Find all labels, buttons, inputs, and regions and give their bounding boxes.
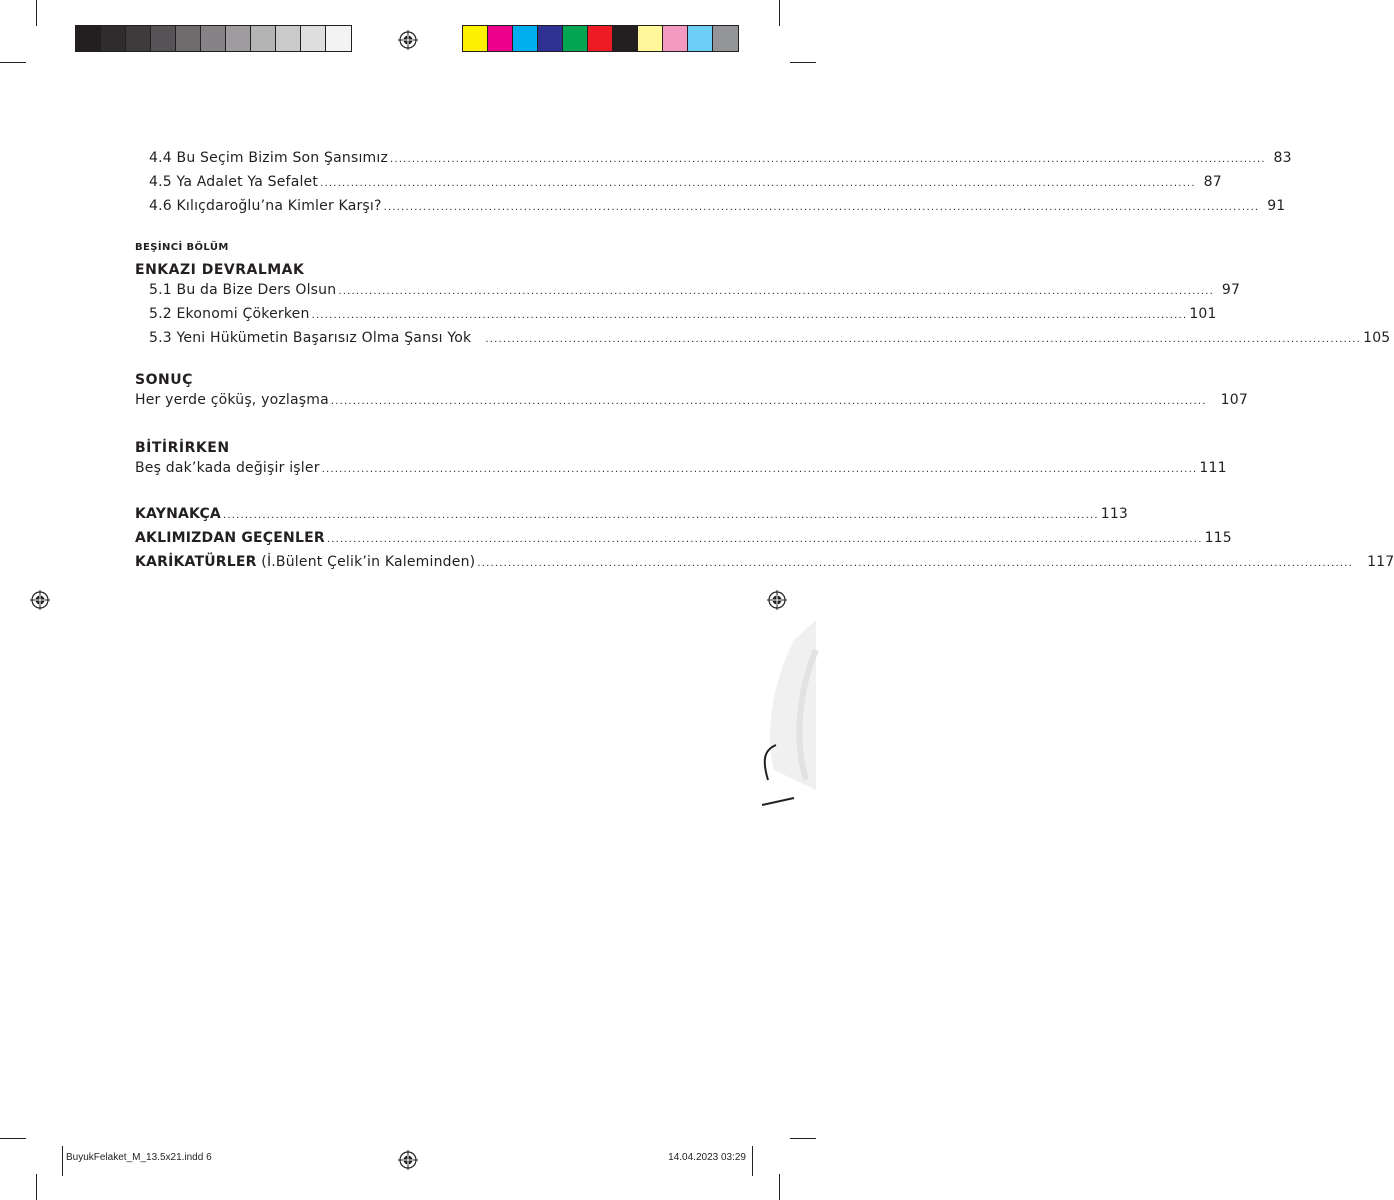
color-swatch — [563, 26, 588, 51]
section-title-sonuc: SONUÇ — [135, 372, 193, 388]
color-swatch — [613, 26, 638, 51]
toc-entry[interactable] — [135, 306, 1217, 330]
toc-page-number: 97 — [1221, 282, 1241, 298]
crop-mark — [790, 62, 816, 63]
crop-mark — [36, 0, 37, 26]
gray-swatch-bar — [75, 25, 352, 52]
color-swatch — [663, 26, 688, 51]
color-swatch — [513, 26, 538, 51]
toc-entry-title: Her yerde çöküş, yozlaşma — [135, 392, 329, 408]
color-swatch — [101, 26, 126, 51]
toc-entry[interactable] — [135, 392, 1248, 416]
dot-leader: ........................................................................................................................................................................................................ — [338, 286, 1215, 297]
dot-leader: ........................................................................................................................................................................................................ — [222, 510, 1099, 521]
toc-page-number: 91 — [1267, 198, 1286, 214]
toc-entry-title: 5.2 Ekonomi Çökerken — [149, 306, 310, 322]
crop-mark — [0, 1138, 26, 1139]
toc-entry[interactable] — [135, 460, 1227, 484]
slug-filename: BuyukFelaket_M_13.5x21.indd 6 — [66, 1152, 212, 1163]
chapter-label: BEŞİNCİ BÖLÜM — [135, 242, 229, 253]
toc-page-number: 111 — [1199, 460, 1227, 476]
crop-mark — [779, 1174, 780, 1200]
crop-mark — [779, 0, 780, 26]
dot-leader: ........................................................................................................................................................................................................ — [485, 334, 1362, 345]
toc-entry-title: AKLIMIZDAN GEÇENLER — [135, 530, 325, 546]
toc-entry[interactable] — [135, 530, 1232, 554]
toc-page-number: 117 — [1367, 554, 1394, 570]
color-swatch — [538, 26, 563, 51]
color-swatch — [126, 26, 151, 51]
toc-entry[interactable] — [135, 174, 1222, 198]
color-swatch — [276, 26, 301, 51]
color-swatch-bar — [462, 25, 739, 52]
dot-leader: ........................................................................................................................................................................................................ — [321, 464, 1198, 475]
dot-leader: ........................................................................................................................................................................................................ — [320, 178, 1196, 189]
registration-mark-icon — [398, 1150, 418, 1170]
dot-leader: ........................................................................................................................................................................................................ — [477, 558, 1354, 569]
toc-page-number: 87 — [1203, 174, 1222, 190]
toc-entry-title: 4.5 Ya Adalet Ya Sefalet — [149, 174, 319, 190]
color-swatch — [226, 26, 251, 51]
dot-leader: ........................................................................................................................................................................................................ — [311, 310, 1188, 321]
color-swatch — [176, 26, 201, 51]
color-swatch — [251, 26, 276, 51]
dot-leader: ........................................................................................................................................................................................................ — [390, 154, 1266, 165]
dot-leader: ........................................................................................................................................................................................................ — [383, 202, 1260, 213]
color-swatch — [151, 26, 176, 51]
toc-entry-title-main: KARİKATÜRLER — [135, 554, 257, 570]
toc-entry-title: KAYNAKÇA — [135, 506, 221, 522]
color-swatch — [76, 26, 101, 51]
toc-page-number: 115 — [1204, 530, 1232, 546]
toc-page-number: 101 — [1189, 306, 1217, 322]
toc-page-number: 113 — [1100, 506, 1129, 522]
color-swatch — [326, 26, 351, 51]
toc-page-number: 105 — [1363, 330, 1391, 346]
toc-entry-title: Beş dak’kada değişir işler — [135, 460, 320, 476]
toc-entry[interactable] — [135, 150, 1292, 174]
toc-entry-title — [135, 554, 475, 570]
crop-mark — [790, 1138, 816, 1139]
dot-leader: ........................................................................................................................................................................................................ — [330, 396, 1207, 407]
toc-entry-title: 4.4 Bu Seçim Bizim Son Şansımız — [149, 150, 389, 166]
toc-entry[interactable] — [135, 282, 1241, 306]
registration-mark-icon — [30, 590, 50, 610]
chapter-title: ENKAZI DEVRALMAK — [135, 262, 305, 278]
bleed-artwork-fragment — [754, 620, 816, 810]
toc-entry[interactable] — [135, 198, 1286, 222]
toc-entry-title: 5.3 Yeni Hükümetin Başarısız Olma Şansı Yok — [149, 330, 472, 346]
color-swatch — [488, 26, 513, 51]
color-swatch — [638, 26, 663, 51]
toc-entry[interactable] — [135, 554, 1394, 578]
registration-mark-icon — [767, 590, 787, 610]
dot-leader: ........................................................................................................................................................................................................ — [326, 534, 1203, 545]
color-swatch — [713, 26, 738, 51]
toc-page-number: 107 — [1220, 392, 1248, 408]
section-title-bitirirken: BİTİRİRKEN — [135, 440, 230, 456]
toc-page-number: 83 — [1273, 150, 1292, 166]
slug-divider — [62, 1146, 63, 1176]
toc-entry-title: 5.1 Bu da Bize Ders Olsun — [149, 282, 337, 298]
color-swatch — [301, 26, 326, 51]
color-swatch — [201, 26, 226, 51]
slug-divider — [752, 1146, 753, 1176]
crop-mark — [36, 1174, 37, 1200]
toc-entry[interactable] — [135, 330, 1391, 354]
color-swatch — [463, 26, 488, 51]
toc-entry-title: 4.6 Kılıçdaroğlu’na Kimler Karşı? — [149, 198, 382, 214]
slug-date: 14.04.2023 03:29 — [668, 1152, 746, 1163]
color-swatch — [588, 26, 613, 51]
crop-mark — [0, 62, 26, 63]
color-swatch — [688, 26, 713, 51]
toc-entry[interactable] — [135, 506, 1129, 530]
toc-entry-subtitle: (İ.Bülent Çelik’in Kaleminden) — [256, 554, 476, 570]
table-of-contents — [135, 150, 1394, 578]
registration-mark-icon — [398, 30, 418, 50]
